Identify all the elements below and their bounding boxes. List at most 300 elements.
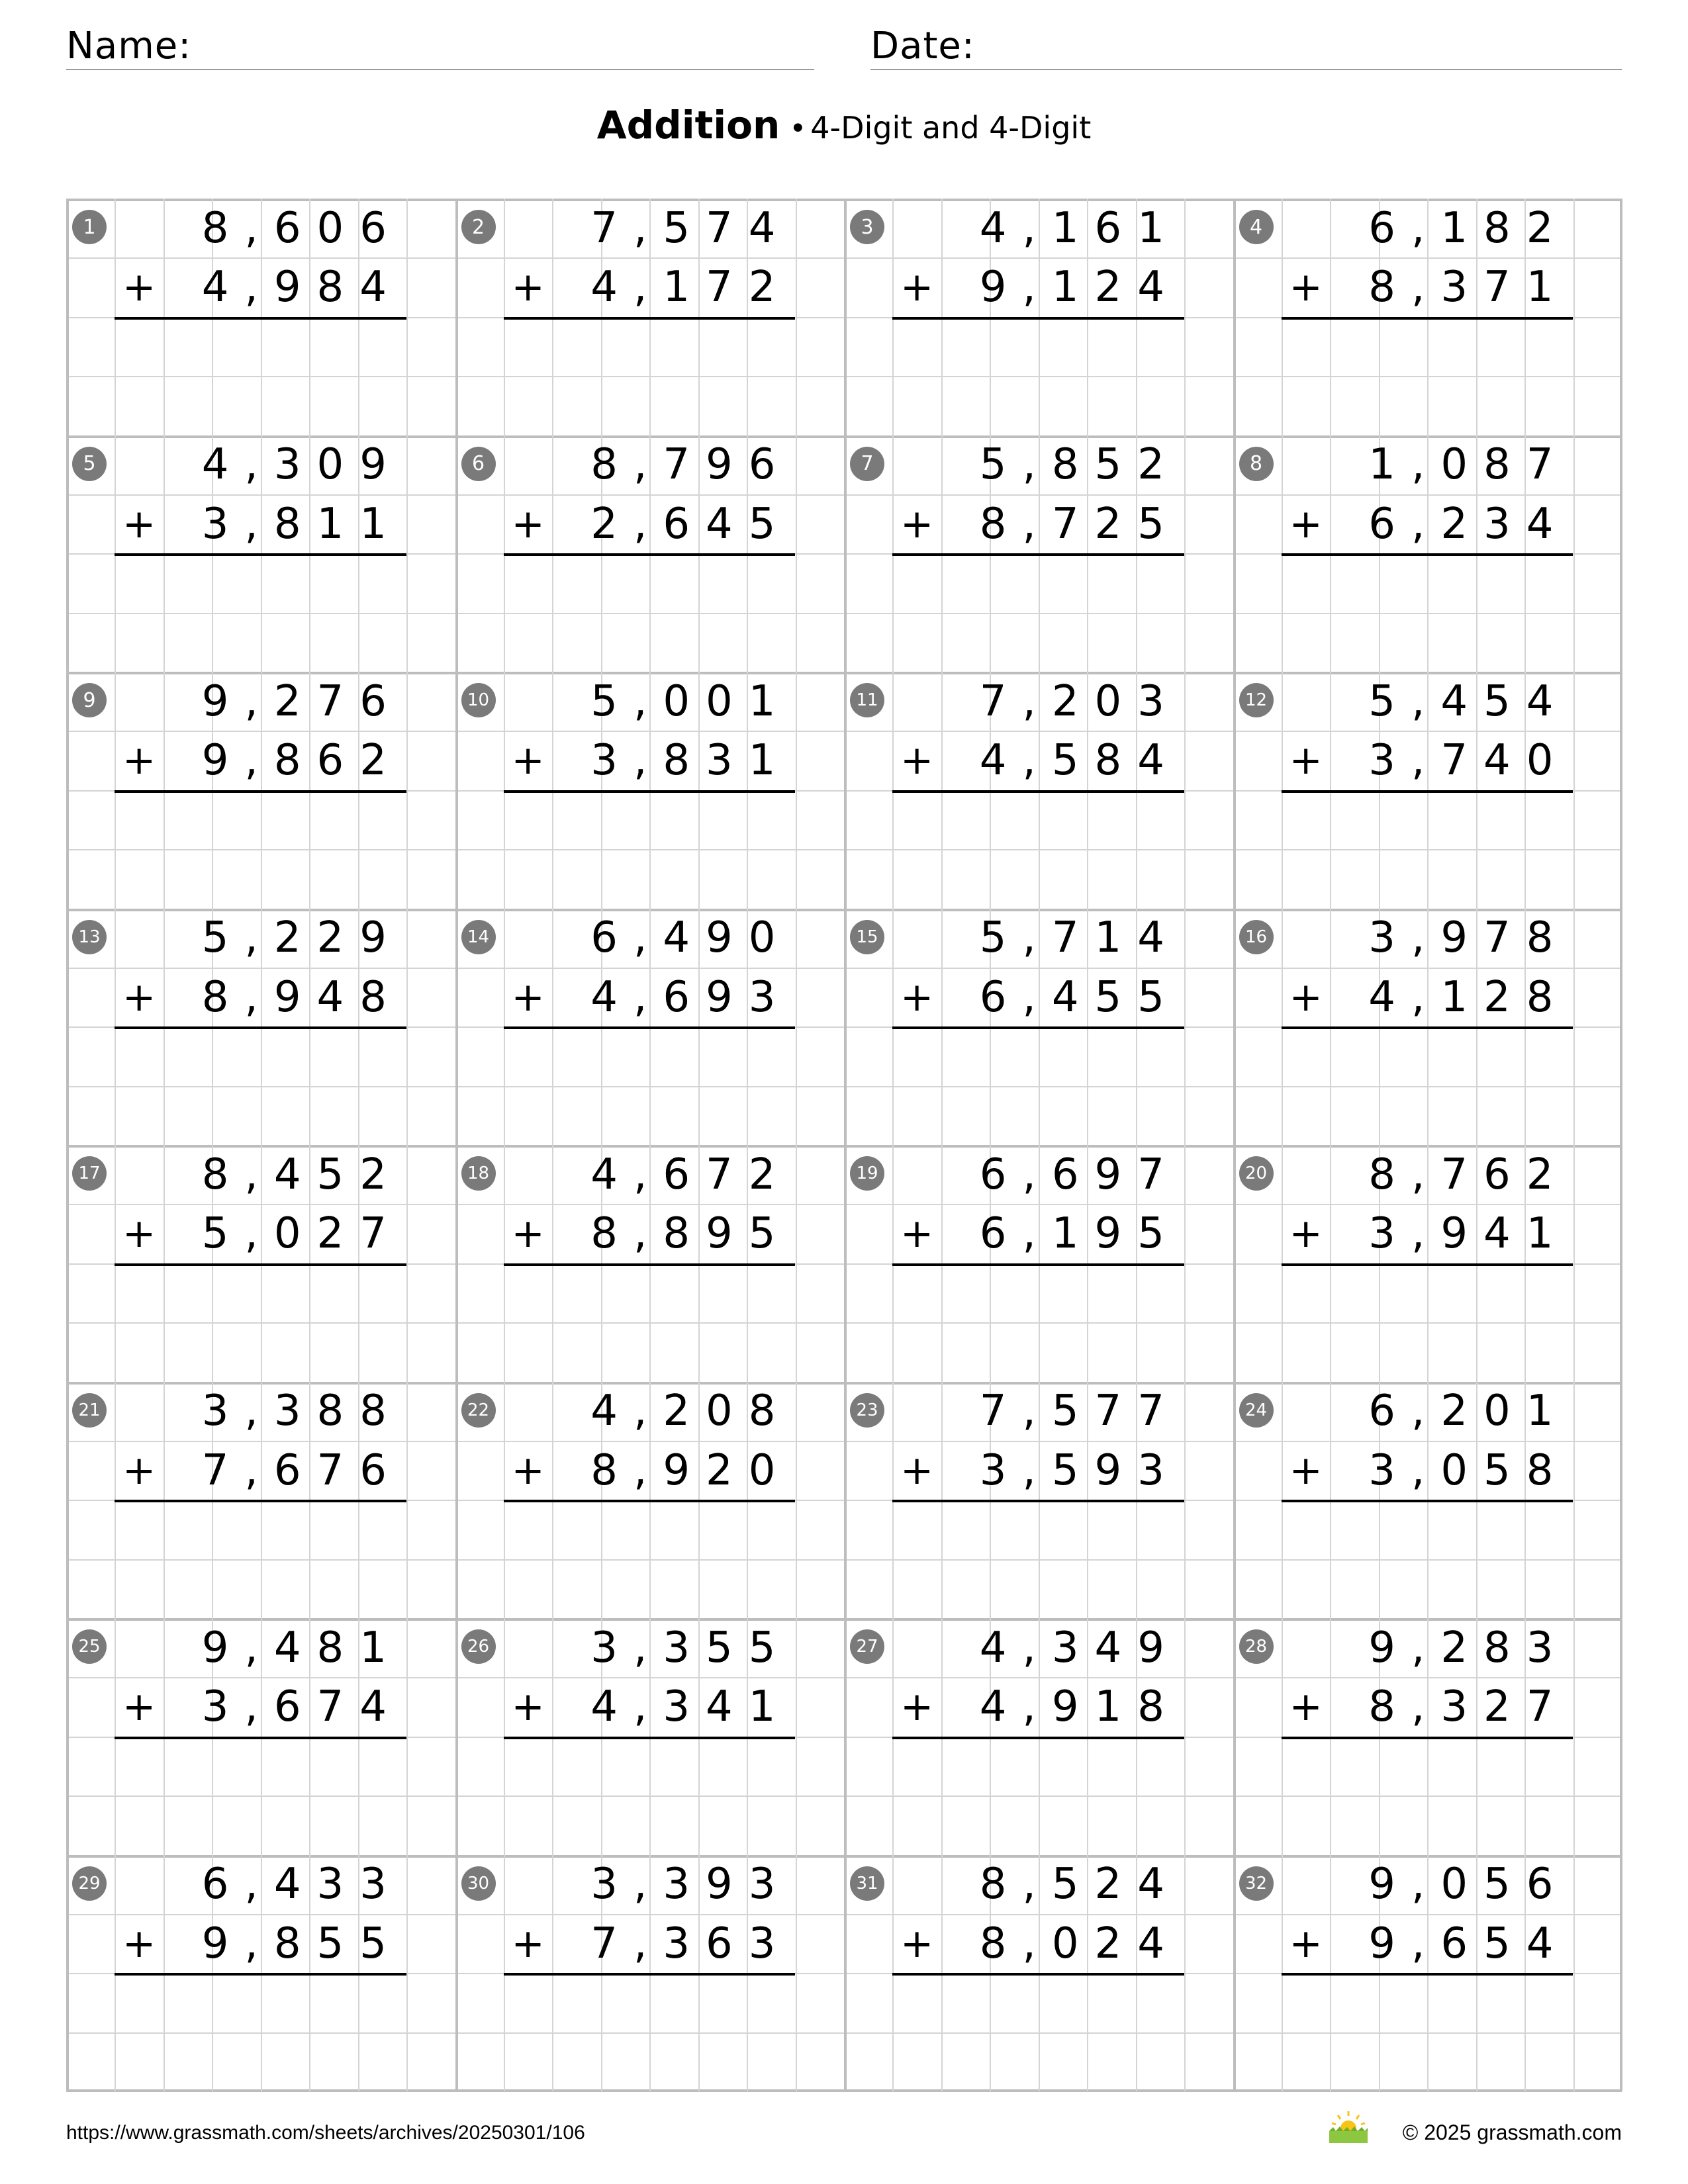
answer-space[interactable] xyxy=(504,794,796,893)
answer-space[interactable] xyxy=(115,1740,406,1839)
addition-problem xyxy=(66,672,455,909)
answer-space[interactable] xyxy=(115,1030,406,1130)
addend-top: 9,283 xyxy=(1368,1623,1570,1672)
addition-problem xyxy=(844,909,1233,1146)
addend-top-row xyxy=(504,1855,796,1914)
answer-space[interactable] xyxy=(115,320,406,420)
worksheet-subtitle: 4-Digit and 4-Digit xyxy=(810,110,1092,146)
problem-number-badge: 6 xyxy=(461,447,496,481)
addition-problem xyxy=(455,1382,845,1619)
addend-top: 8,796 xyxy=(590,440,792,490)
addend-bottom-row xyxy=(115,494,406,553)
addition-problem xyxy=(1233,1145,1622,1382)
answer-space[interactable] xyxy=(115,1504,406,1603)
answer-space[interactable] xyxy=(115,1267,406,1366)
addend-top: 4,309 xyxy=(201,440,402,490)
addend-top: 8,762 xyxy=(1368,1150,1570,1199)
problem-number-badge: 20 xyxy=(1239,1156,1274,1191)
plus-sign: + xyxy=(900,1447,934,1494)
addend-top: 4,208 xyxy=(590,1387,792,1436)
addend-bottom: 5,027 xyxy=(201,1209,402,1259)
answer-space[interactable] xyxy=(1282,1740,1573,1839)
addend-bottom-row xyxy=(1282,968,1573,1026)
sum-underline xyxy=(115,553,406,556)
addend-bottom: 9,862 xyxy=(201,736,402,786)
plus-sign: + xyxy=(122,1684,156,1731)
addend-bottom-row xyxy=(115,1677,406,1736)
addition-problem xyxy=(844,1145,1233,1382)
addend-top-row xyxy=(504,909,796,968)
addend-top-row xyxy=(892,672,1184,731)
addend-top-row xyxy=(1282,1855,1573,1914)
addend-top-row xyxy=(892,199,1184,257)
problem-number-badge: 9 xyxy=(72,683,107,717)
addend-bottom: 8,895 xyxy=(590,1209,792,1259)
addend-bottom: 3,593 xyxy=(979,1445,1180,1495)
sum-underline xyxy=(892,1973,1184,1976)
plus-sign: + xyxy=(900,1210,934,1257)
addend-bottom-row xyxy=(1282,257,1573,316)
answer-space[interactable] xyxy=(504,320,796,420)
addend-bottom: 3,058 xyxy=(1368,1445,1570,1495)
addition-problem xyxy=(455,1145,845,1382)
addend-bottom-row xyxy=(892,257,1184,316)
addend-top-row xyxy=(1282,199,1573,257)
sum-underline xyxy=(892,1263,1184,1266)
addend-top: 6,697 xyxy=(979,1150,1180,1199)
plus-sign: + xyxy=(122,264,156,311)
addend-bottom: 8,920 xyxy=(590,1445,792,1495)
addend-top-row xyxy=(115,1855,406,1914)
addition-problem xyxy=(66,1618,455,1855)
addend-bottom-row xyxy=(892,731,1184,790)
problem-number-badge: 23 xyxy=(850,1393,884,1428)
footer-copyright: © 2025 grassmath.com xyxy=(1402,2120,1622,2144)
answer-space[interactable] xyxy=(892,1977,1184,2076)
addend-top-row xyxy=(115,672,406,731)
addend-bottom-row xyxy=(115,968,406,1026)
addend-top: 9,481 xyxy=(201,1623,402,1672)
addition-problem xyxy=(455,435,845,672)
addend-bottom-row xyxy=(504,494,796,553)
problem-number-badge: 18 xyxy=(461,1156,496,1191)
addend-top: 6,433 xyxy=(201,1860,402,1909)
addend-top: 9,276 xyxy=(201,676,402,726)
footer-url[interactable]: https://www.grassmath.com/sheets/archives/20250301/106 xyxy=(66,2122,585,2144)
problem-number-badge: 28 xyxy=(1239,1629,1274,1664)
addend-top: 4,161 xyxy=(979,203,1180,253)
sum-underline xyxy=(1282,1973,1573,1976)
addend-bottom: 6,195 xyxy=(979,1209,1180,1259)
problem-number-badge: 30 xyxy=(461,1866,496,1901)
addend-top: 8,524 xyxy=(979,1860,1180,1909)
addition-problem xyxy=(1233,199,1622,435)
problem-number-badge: 12 xyxy=(1239,683,1274,717)
addend-bottom-row xyxy=(115,1914,406,1973)
addend-bottom-row xyxy=(1282,1677,1573,1736)
answer-space[interactable] xyxy=(504,1740,796,1839)
problem-number-badge: 8 xyxy=(1239,447,1274,481)
addend-bottom-row xyxy=(1282,731,1573,790)
addend-bottom: 4,984 xyxy=(201,263,402,312)
addend-top: 6,182 xyxy=(1368,203,1570,253)
addend-top-row xyxy=(1282,435,1573,494)
plus-sign: + xyxy=(122,500,156,547)
addition-problem xyxy=(66,1855,455,2092)
plus-sign: + xyxy=(1289,974,1323,1021)
addition-problem xyxy=(455,672,845,909)
addend-top-row xyxy=(115,1382,406,1441)
plus-sign: + xyxy=(511,264,545,311)
problem-number-badge: 21 xyxy=(72,1393,107,1428)
addend-bottom-row xyxy=(115,1204,406,1263)
addend-top: 3,388 xyxy=(201,1387,402,1436)
addition-problem xyxy=(844,1855,1233,2092)
addend-bottom: 9,654 xyxy=(1368,1919,1570,1968)
problem-number-badge: 24 xyxy=(1239,1393,1274,1428)
addend-top-row xyxy=(504,1618,796,1677)
addition-problem xyxy=(1233,1855,1622,2092)
addend-top-row xyxy=(1282,1618,1573,1677)
answer-space[interactable] xyxy=(892,794,1184,893)
addend-bottom-row xyxy=(504,1204,796,1263)
plus-sign: + xyxy=(122,737,156,784)
addend-bottom: 4,584 xyxy=(979,736,1180,786)
addend-top-row xyxy=(504,1145,796,1204)
problems-area xyxy=(66,199,1622,2091)
addend-top-row xyxy=(115,1145,406,1204)
addend-bottom-row xyxy=(1282,494,1573,553)
answer-space[interactable] xyxy=(892,1740,1184,1839)
addend-bottom-row xyxy=(892,1914,1184,1973)
answer-space[interactable] xyxy=(892,1030,1184,1130)
addend-bottom-row xyxy=(1282,1204,1573,1263)
addend-top: 6,490 xyxy=(590,913,792,963)
addend-top: 3,978 xyxy=(1368,913,1570,963)
addend-top-row xyxy=(892,1382,1184,1441)
addend-bottom: 2,645 xyxy=(590,499,792,549)
addend-top: 7,577 xyxy=(979,1387,1180,1436)
addend-top-row xyxy=(1282,1145,1573,1204)
addend-bottom: 4,128 xyxy=(1368,972,1570,1022)
plus-sign: + xyxy=(511,737,545,784)
worksheet-heading xyxy=(0,103,1688,148)
addend-top-row xyxy=(115,909,406,968)
addend-bottom-row xyxy=(504,968,796,1026)
sum-underline xyxy=(892,1026,1184,1029)
problem-number-badge: 17 xyxy=(72,1156,107,1191)
addend-top: 7,574 xyxy=(590,203,792,253)
addend-top: 5,714 xyxy=(979,913,1180,963)
answer-space[interactable] xyxy=(892,557,1184,657)
plus-sign: + xyxy=(1289,1684,1323,1731)
sum-underline xyxy=(892,790,1184,793)
sum-underline xyxy=(504,1026,796,1029)
sum-underline xyxy=(1282,1263,1573,1266)
addend-bottom: 9,124 xyxy=(979,263,1180,312)
addition-problem xyxy=(844,672,1233,909)
plus-sign: + xyxy=(511,1210,545,1257)
addend-top-row xyxy=(892,1618,1184,1677)
addend-top: 5,852 xyxy=(979,440,1180,490)
addend-bottom: 3,811 xyxy=(201,499,402,549)
plus-sign: + xyxy=(511,974,545,1021)
sum-underline xyxy=(115,1026,406,1029)
date-label: Date: xyxy=(870,24,975,68)
addend-bottom: 4,693 xyxy=(590,972,792,1022)
sum-underline xyxy=(892,317,1184,320)
addend-bottom: 3,831 xyxy=(590,736,792,786)
sum-underline xyxy=(115,1500,406,1502)
problem-number-badge: 26 xyxy=(461,1629,496,1664)
answer-space[interactable] xyxy=(1282,794,1573,893)
sum-underline xyxy=(504,317,796,320)
sum-underline xyxy=(1282,317,1573,320)
answer-space[interactable] xyxy=(115,1977,406,2076)
problem-number-badge: 25 xyxy=(72,1629,107,1664)
answer-space[interactable] xyxy=(1282,557,1573,657)
problem-number-badge: 13 xyxy=(72,920,107,954)
addend-bottom: 9,855 xyxy=(201,1919,402,1968)
addition-problem xyxy=(844,435,1233,672)
answer-space[interactable] xyxy=(504,1504,796,1603)
plus-sign: + xyxy=(511,500,545,547)
answer-space[interactable] xyxy=(1282,1267,1573,1366)
addend-top: 1,087 xyxy=(1368,440,1570,490)
addend-top: 5,454 xyxy=(1368,676,1570,726)
addition-problem xyxy=(455,199,845,435)
plus-sign: + xyxy=(122,974,156,1021)
problem-number-badge: 29 xyxy=(72,1866,107,1901)
answer-space[interactable] xyxy=(892,320,1184,420)
sum-underline xyxy=(115,790,406,793)
addition-problem xyxy=(455,909,845,1146)
answer-space[interactable] xyxy=(892,1504,1184,1603)
addend-top-row xyxy=(115,1618,406,1677)
addition-problem xyxy=(1233,909,1622,1146)
plus-sign: + xyxy=(900,1920,934,1967)
sum-underline xyxy=(504,1500,796,1502)
sum-underline xyxy=(892,1737,1184,1739)
addend-bottom-row xyxy=(115,257,406,316)
addition-problem xyxy=(844,1382,1233,1619)
addend-top: 4,349 xyxy=(979,1623,1180,1672)
answer-space[interactable] xyxy=(1282,1504,1573,1603)
answer-space[interactable] xyxy=(1282,320,1573,420)
plus-sign: + xyxy=(511,1920,545,1967)
answer-space[interactable] xyxy=(504,1267,796,1366)
addend-bottom-row xyxy=(1282,1914,1573,1973)
problem-number-badge: 10 xyxy=(461,683,496,717)
answer-space[interactable] xyxy=(504,1977,796,2076)
problem-number-badge: 7 xyxy=(850,447,884,481)
addition-problem xyxy=(455,1855,845,2092)
addend-bottom: 4,341 xyxy=(590,1682,792,1732)
addition-problem xyxy=(66,909,455,1146)
addition-problem xyxy=(844,1618,1233,1855)
plus-sign: + xyxy=(122,1920,156,1967)
plus-sign: + xyxy=(122,1447,156,1494)
addition-problem xyxy=(1233,1382,1622,1619)
addend-bottom: 7,363 xyxy=(590,1919,792,1968)
addend-bottom: 8,371 xyxy=(1368,263,1570,312)
plus-sign: + xyxy=(1289,264,1323,311)
addend-bottom: 8,948 xyxy=(201,972,402,1022)
plus-sign: + xyxy=(900,974,934,1021)
addend-bottom-row xyxy=(1282,1441,1573,1500)
problem-number-badge: 27 xyxy=(850,1629,884,1664)
addend-top-row xyxy=(504,199,796,257)
answer-space[interactable] xyxy=(115,557,406,657)
answer-space[interactable] xyxy=(504,557,796,657)
sum-underline xyxy=(1282,790,1573,793)
addend-top-row xyxy=(1282,909,1573,968)
addition-problem xyxy=(66,435,455,672)
addition-problem xyxy=(1233,672,1622,909)
sum-underline xyxy=(504,790,796,793)
name-field[interactable] xyxy=(66,19,814,70)
problem-number-badge: 22 xyxy=(461,1393,496,1428)
addend-bottom: 3,674 xyxy=(201,1682,402,1732)
addend-bottom: 8,024 xyxy=(979,1919,1180,1968)
plus-sign: + xyxy=(511,1447,545,1494)
addend-top-row xyxy=(504,1382,796,1441)
addend-top-row xyxy=(892,1145,1184,1204)
plus-sign: + xyxy=(900,500,934,547)
problem-number-badge: 4 xyxy=(1239,210,1274,244)
addend-bottom: 6,234 xyxy=(1368,499,1570,549)
addend-bottom: 6,455 xyxy=(979,972,1180,1022)
plus-sign: + xyxy=(1289,737,1323,784)
plus-sign: + xyxy=(1289,1210,1323,1257)
addend-bottom: 3,941 xyxy=(1368,1209,1570,1259)
problem-number-badge: 16 xyxy=(1239,920,1274,954)
addend-bottom-row xyxy=(504,257,796,316)
addend-bottom-row xyxy=(892,968,1184,1026)
plus-sign: + xyxy=(1289,1447,1323,1494)
addend-top: 3,393 xyxy=(590,1860,792,1909)
answer-space[interactable] xyxy=(892,1267,1184,1366)
sum-underline xyxy=(504,1973,796,1976)
addend-bottom-row xyxy=(892,1677,1184,1736)
addend-top: 7,203 xyxy=(979,676,1180,726)
problem-number-badge: 32 xyxy=(1239,1866,1274,1901)
problem-number-badge: 11 xyxy=(850,683,884,717)
plus-sign: + xyxy=(1289,500,1323,547)
addition-problem xyxy=(66,1382,455,1619)
addend-bottom-row xyxy=(892,1204,1184,1263)
plus-sign: + xyxy=(900,737,934,784)
addend-bottom-row xyxy=(115,1441,406,1500)
problem-number-badge: 1 xyxy=(72,210,107,244)
sum-underline xyxy=(1282,1737,1573,1739)
addend-top: 8,452 xyxy=(201,1150,402,1199)
sum-underline xyxy=(115,1973,406,1976)
name-label: Name: xyxy=(66,24,192,68)
sum-underline xyxy=(892,1500,1184,1502)
addend-bottom: 4,918 xyxy=(979,1682,1180,1732)
addend-bottom-row xyxy=(504,731,796,790)
worksheet-title: Addition xyxy=(596,103,780,148)
sum-underline xyxy=(115,1263,406,1266)
addend-bottom: 8,725 xyxy=(979,499,1180,549)
addend-bottom-row xyxy=(504,1441,796,1500)
sum-underline xyxy=(1282,1026,1573,1029)
addition-problem xyxy=(844,199,1233,435)
addend-top-row xyxy=(892,435,1184,494)
answer-space[interactable] xyxy=(115,794,406,893)
addend-top: 6,201 xyxy=(1368,1387,1570,1436)
plus-sign: + xyxy=(511,1684,545,1731)
problem-number-badge: 15 xyxy=(850,920,884,954)
addend-top-row xyxy=(504,672,796,731)
addend-top: 4,672 xyxy=(590,1150,792,1199)
answer-space[interactable] xyxy=(1282,1030,1573,1130)
addition-problem xyxy=(1233,1618,1622,1855)
addend-bottom-row xyxy=(504,1914,796,1973)
addend-top: 5,001 xyxy=(590,676,792,726)
addend-bottom: 7,676 xyxy=(201,1445,402,1495)
addend-top-row xyxy=(504,435,796,494)
plus-sign: + xyxy=(900,264,934,311)
addend-top: 8,606 xyxy=(201,203,402,253)
addend-top: 9,056 xyxy=(1368,1860,1570,1909)
plus-sign: + xyxy=(122,1210,156,1257)
sum-underline xyxy=(504,1737,796,1739)
problem-number-badge: 19 xyxy=(850,1156,884,1191)
addend-bottom: 4,172 xyxy=(590,263,792,312)
addend-top-row xyxy=(115,435,406,494)
plus-sign: + xyxy=(900,1684,934,1731)
problem-number-badge: 14 xyxy=(461,920,496,954)
problem-number-badge: 2 xyxy=(461,210,496,244)
addend-top-row xyxy=(115,199,406,257)
addend-top-row xyxy=(1282,672,1573,731)
addend-bottom-row xyxy=(504,1677,796,1736)
grassmath-logo-icon xyxy=(1327,2110,1370,2144)
answer-space[interactable] xyxy=(1282,1977,1573,2076)
plus-sign: + xyxy=(1289,1920,1323,1967)
problem-number-badge: 5 xyxy=(72,447,107,481)
addend-top: 5,229 xyxy=(201,913,402,963)
title-bullet: • xyxy=(789,112,807,146)
sum-underline xyxy=(1282,1500,1573,1502)
answer-space[interactable] xyxy=(504,1030,796,1130)
sum-underline xyxy=(1282,553,1573,556)
sum-underline xyxy=(504,553,796,556)
addend-bottom-row xyxy=(892,1441,1184,1500)
sum-underline xyxy=(892,553,1184,556)
problem-number-badge: 31 xyxy=(850,1866,884,1901)
addend-top-row xyxy=(892,909,1184,968)
addend-bottom-row xyxy=(115,731,406,790)
sum-underline xyxy=(115,317,406,320)
addend-bottom: 8,327 xyxy=(1368,1682,1570,1732)
addition-problem xyxy=(66,199,455,435)
sum-underline xyxy=(504,1263,796,1266)
addend-top-row xyxy=(1282,1382,1573,1441)
addition-problem xyxy=(66,1145,455,1382)
addend-bottom: 3,740 xyxy=(1368,736,1570,786)
addition-problem xyxy=(455,1618,845,1855)
problem-number-badge: 3 xyxy=(850,210,884,244)
sum-underline xyxy=(115,1737,406,1739)
addend-top: 3,355 xyxy=(590,1623,792,1672)
addition-problem xyxy=(1233,435,1622,672)
addend-bottom-row xyxy=(892,494,1184,553)
date-field[interactable] xyxy=(870,19,1622,70)
addend-top-row xyxy=(892,1855,1184,1914)
